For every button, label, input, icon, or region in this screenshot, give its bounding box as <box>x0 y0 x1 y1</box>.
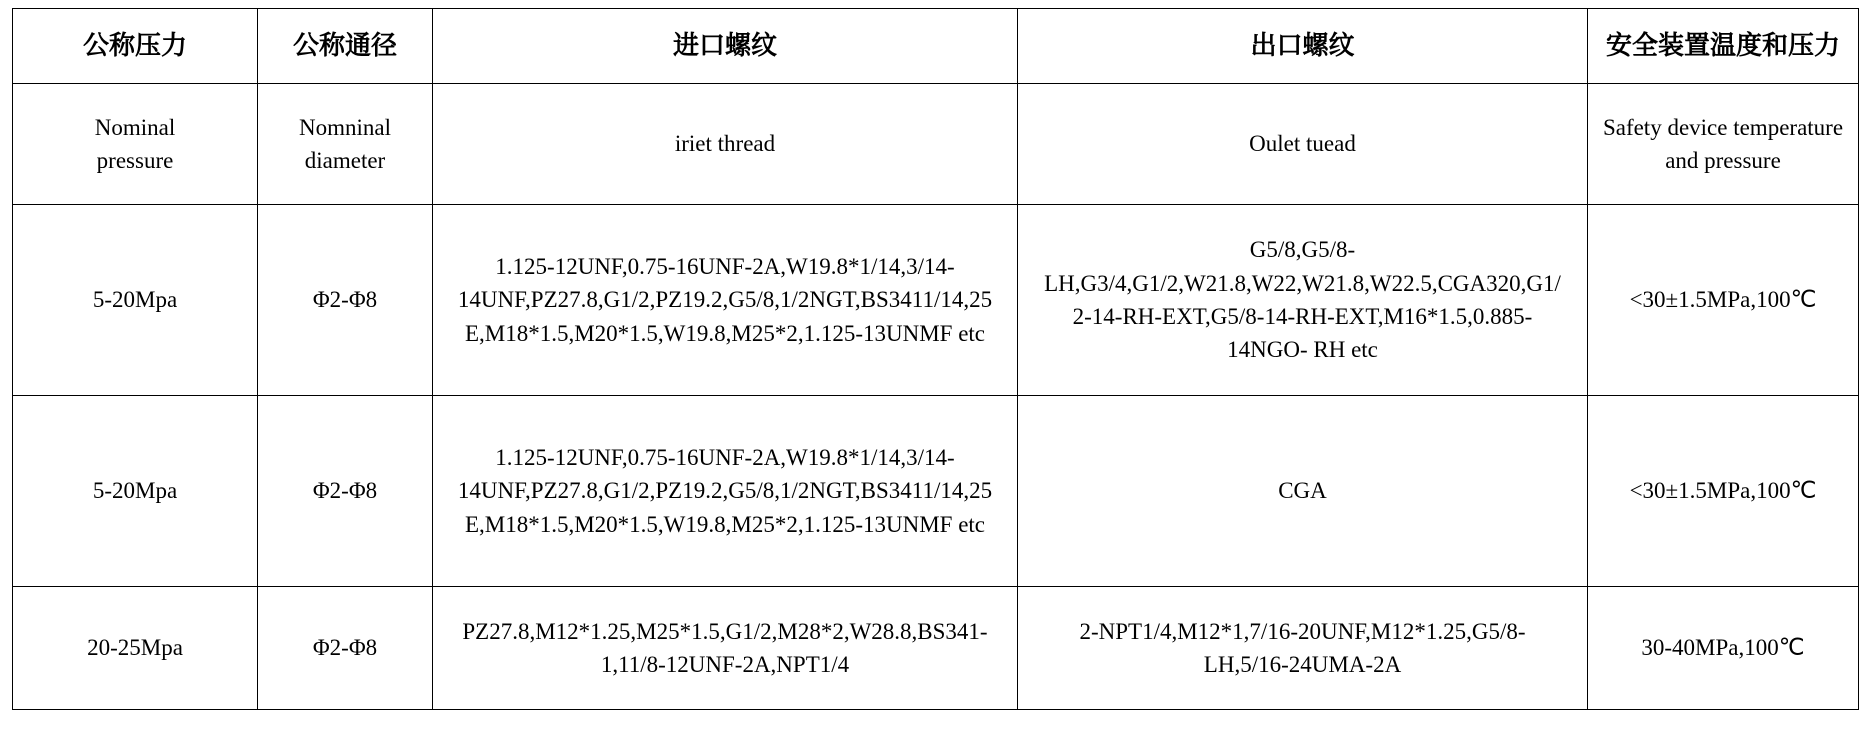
specification-table <box>12 8 1859 710</box>
column-header-nominal-diameter-en-text: Nomninal diameter <box>299 114 391 173</box>
cell-nominal-pressure: 5-20Mpa <box>13 205 258 396</box>
cell-inlet-thread <box>433 587 1018 710</box>
cell-outlet-thread-text: G5/8,G5/8-LH,G3/4,G1/2,W21.8,W22,W21.8,W22.5,CGA320,G1/2-14-RH-EXT,G5/8-14-RH-EXT,M16*1.5,0.885-14NGO- RH etc <box>1044 237 1561 363</box>
table-row <box>13 587 1859 710</box>
cell-outlet-thread <box>1018 587 1588 710</box>
cell-nominal-diameter: Φ2-Φ8 <box>258 396 433 587</box>
cell-inlet-thread-text: 1.125-12UNF,0.75-16UNF-2A,W19.8*1/14,3/14-14UNF,PZ27.8,G1/2,PZ19.2,G5/8,1/2NGT,BS3411/14,25E,M18*1.5,M20*1.5,W19.8,M25*2,1.125-13UNMF etc <box>457 253 993 346</box>
table-row <box>13 396 1859 587</box>
cell-nominal-diameter: Φ2-Φ8 <box>258 587 433 710</box>
cell-outlet-thread: CGA <box>1018 396 1588 587</box>
cell-nominal-pressure: 5-20Mpa <box>13 396 258 587</box>
table-header-row-chinese <box>13 9 1859 84</box>
cell-outlet-thread-text: 2-NPT1/4,M12*1,7/16-20UNF,M12*1.25,G5/8-LH,5/16-24UMA-2A <box>1079 618 1526 677</box>
cell-nominal-diameter: Φ2-Φ8 <box>258 205 433 396</box>
cell-nominal-pressure: 20-25Mpa <box>13 587 258 710</box>
column-header-inlet-thread-en: iriet thread <box>433 84 1018 205</box>
cell-safety: <30±1.5MPa,100℃ <box>1588 205 1859 396</box>
cell-outlet-thread <box>1018 205 1588 396</box>
column-header-safety-en-text: Safety device temperature and pressure <box>1602 114 1844 173</box>
column-header-safety-en <box>1588 84 1859 205</box>
column-header-inlet-thread-cn: 进口螺纹 <box>433 9 1018 84</box>
column-header-outlet-thread-cn: 出口螺纹 <box>1018 9 1588 84</box>
column-header-nominal-diameter-en <box>258 84 433 205</box>
table-row <box>13 205 1859 396</box>
column-header-nominal-pressure-en-text: Nominal pressure <box>94 114 176 173</box>
column-header-nominal-pressure-en <box>13 84 258 205</box>
cell-inlet-thread-text: PZ27.8,M12*1.25,M25*1.5,G1/2,M28*2,W28.8,BS341-1,11/8-12UNF-2A,NPT1/4 <box>462 618 988 677</box>
column-header-safety-cn: 安全装置温度和压力 <box>1588 9 1859 84</box>
column-header-nominal-diameter-cn: 公称通径 <box>258 9 433 84</box>
column-header-nominal-pressure-cn: 公称压力 <box>13 9 258 84</box>
cell-inlet-thread <box>433 396 1018 587</box>
column-header-outlet-thread-en: Oulet tuead <box>1018 84 1588 205</box>
cell-safety: 30-40MPa,100℃ <box>1588 587 1859 710</box>
cell-safety: <30±1.5MPa,100℃ <box>1588 396 1859 587</box>
table-header-row-english <box>13 84 1859 205</box>
cell-inlet-thread-text: 1.125-12UNF,0.75-16UNF-2A,W19.8*1/14,3/14-14UNF,PZ27.8,G1/2,PZ19.2,G5/8,1/2NGT,BS3411/14,25E,M18*1.5,M20*1.5,W19.8,M25*2,1.125-13UNMF etc <box>457 444 993 537</box>
cell-inlet-thread <box>433 205 1018 396</box>
